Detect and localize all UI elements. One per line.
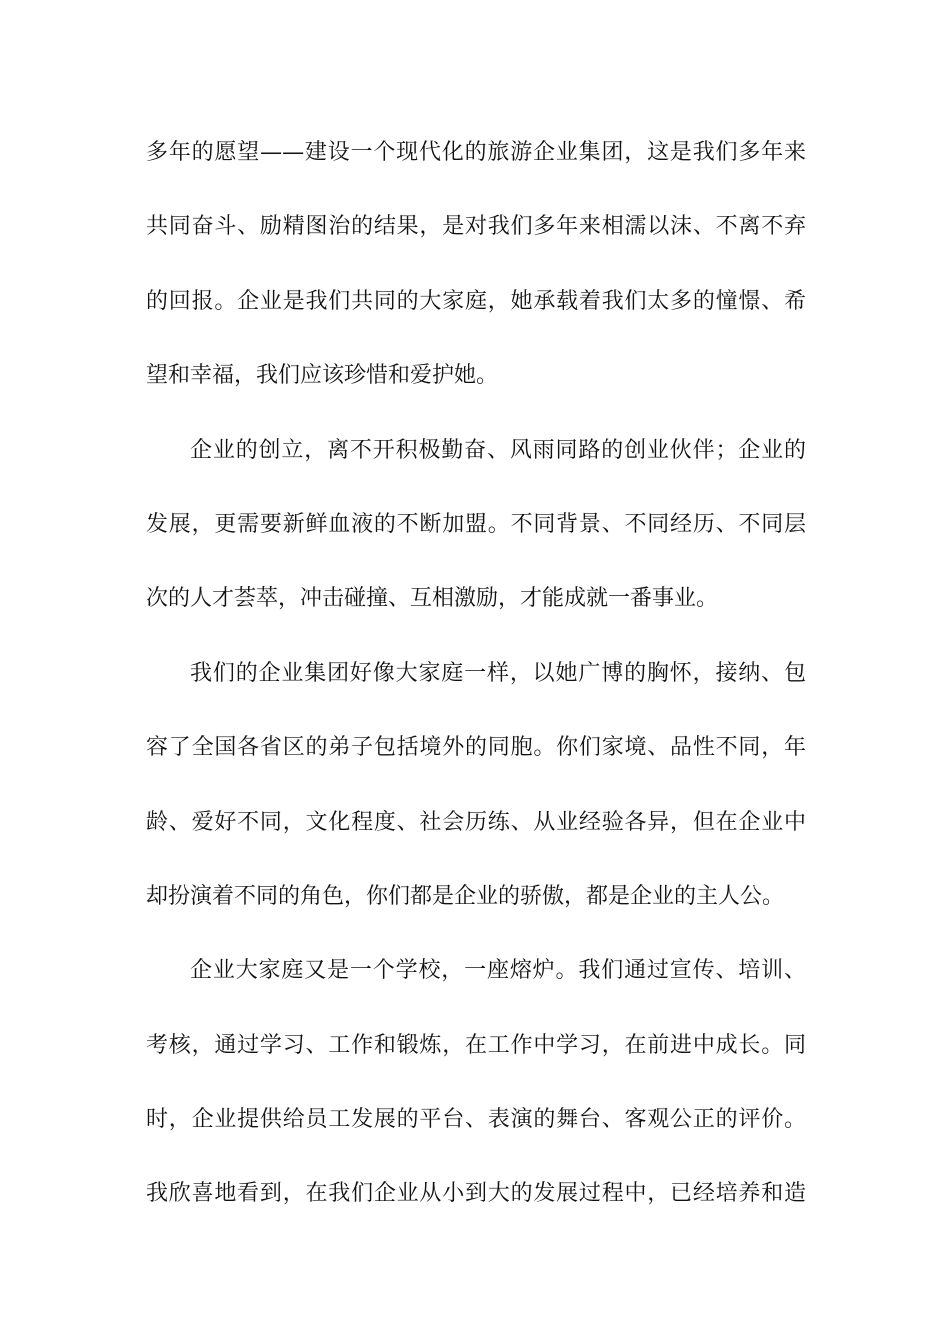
text-line-3: 的回报。企业是我们共同的大家庭，她承载着我们太多的憧憬、希 xyxy=(146,288,806,314)
text-line-13: 考核，通过学习、工作和锻炼，在工作中学习，在前进中成长。同 xyxy=(146,1032,806,1058)
document-body xyxy=(146,131,806,1247)
text-line-9: 容了全国各省区的弟子包括境外的同胞。你们家境、品性不同，年 xyxy=(146,735,806,761)
text-line-5: 企业的创立，离不开积极勤奋、风雨同路的创业伙伴；企业的 xyxy=(190,437,806,463)
text-line-11: 却扮演着不同的角色，你们都是企业的骄傲，都是企业的主人公。 xyxy=(146,883,785,909)
text-line-8: 我们的企业集团好像大家庭一样，以她广博的胸怀，接纳、包 xyxy=(190,660,806,686)
text-line-14: 时，企业提供给员工发展的平台、表演的舞台、客观公正的评价。 xyxy=(146,1107,806,1133)
text-line-15: 我欣喜地看到，在我们企业从小到大的发展过程中，已经培养和造 xyxy=(146,1181,806,1207)
text-line-12: 企业大家庭又是一个学校，一座熔炉。我们通过宣传、培训、 xyxy=(190,958,806,984)
text-line-10: 龄、爱好不同，文化程度、社会历练、从业经验各异，但在企业中 xyxy=(146,809,806,835)
text-line-4: 望和幸福，我们应该珍惜和爱护她。 xyxy=(146,363,499,389)
text-line-6: 发展，更需要新鲜血液的不断加盟。不同背景、不同经历、不同层 xyxy=(146,511,806,537)
text-line-1: 多年的愿望——建设一个现代化的旅游企业集团，这是我们多年来 xyxy=(146,140,806,165)
text-line-2: 共同奋斗、励精图治的结果，是对我们多年来相濡以沫、不离不弃 xyxy=(146,214,806,240)
text-line-7: 次的人才荟萃，冲击碰撞、互相激励，才能成就一番事业。 xyxy=(146,586,719,612)
